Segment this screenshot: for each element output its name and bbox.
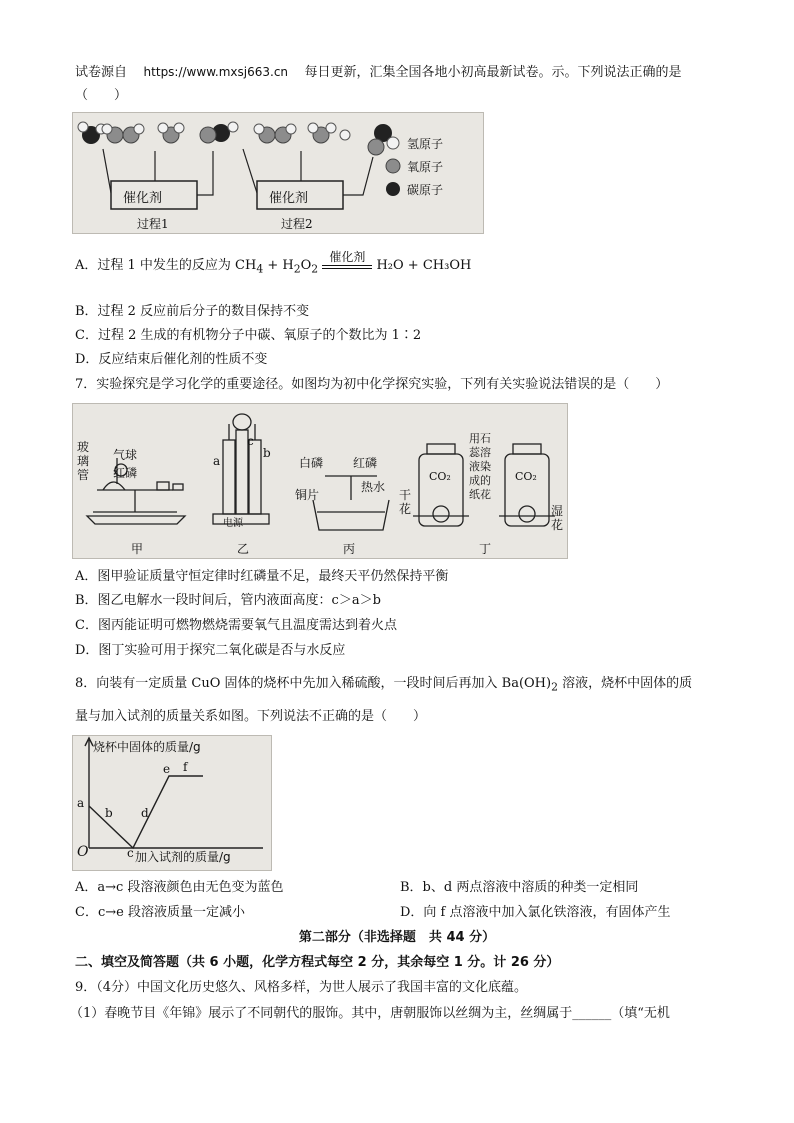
q7-figure — [72, 403, 568, 559]
point-e: e — [163, 762, 171, 776]
caption-ding: 丁 — [479, 542, 492, 556]
q8-stem-line2: 量与加入试剂的质量关系如图。下列说法不正确的是（ ） — [75, 709, 427, 724]
caption-jia: 甲 — [131, 542, 144, 556]
q8-stem-line1: 8．向装有一定质量 CuO 固体的烧杯中先加入稀硫酸，一段时间后再加入 $Ba(OH)_2$ 溶液，烧杯中固体的质 — [75, 676, 693, 694]
label-balloon: 气球 — [113, 448, 138, 462]
point-c: c — [127, 846, 134, 860]
legend-oxygen-icon — [386, 159, 400, 173]
label-red-phosphorus-2: 红磷 — [353, 456, 378, 470]
legend-carbon: 碳原子 — [407, 183, 444, 197]
q6-blank: （ ） — [75, 88, 128, 103]
q6-option-a[interactable]: A．过程 1 中发生的反应为 $CH_4 + H_2O_2$ 催化剂 H₂O + CH₃OH — [75, 250, 472, 276]
q7-option-a[interactable]: A．图甲验证质量守恒定律时红磷量不足，最终天平仍然保持平衡 — [75, 569, 449, 584]
q6-option-d[interactable]: D．反应结束后催化剂的性质不变 — [75, 352, 268, 367]
molecules-row — [78, 122, 392, 155]
legend-carbon-icon — [386, 182, 400, 196]
label-copper: 铜片 — [295, 488, 320, 502]
q8-option-a[interactable]: A．a→c 段溶液颜色由无色变为蓝色 — [75, 880, 284, 895]
process-2-label: 过程2 — [281, 217, 313, 231]
legend-oxygen: 氧原子 — [407, 160, 444, 174]
graph-xlabel: 加入试剂的质量/g — [135, 850, 231, 864]
q7-option-d[interactable]: D．图丁实验可用于探究二氧化碳是否与水反应 — [75, 643, 346, 658]
q7-option-b[interactable]: B．图乙电解水一段时间后，管内液面高度：c＞a＞b — [75, 593, 381, 608]
q7-option-c[interactable]: C．图丙能证明可燃物燃烧需要氧气且温度需达到着火点 — [75, 618, 397, 633]
label-b: b — [263, 446, 271, 460]
part2-title: 第二部分（非选择题 共 44 分） — [298, 930, 496, 945]
q8-option-b[interactable]: B．b、d 两点溶液中溶质的种类一定相同 — [400, 880, 639, 895]
label-glass-tube: 玻璃管 — [77, 440, 90, 482]
label-co2-1: CO₂ — [429, 470, 451, 483]
label-a: a — [213, 454, 221, 468]
point-a: a — [77, 796, 85, 810]
label-co2-2: CO₂ — [515, 470, 537, 483]
label-red-phosphorus: 红磷 — [113, 466, 138, 480]
header-notice: 每日更新，汇集全国各地小初高最新试卷。示。下列说法正确的是 — [304, 65, 682, 80]
label-litmus-flower: 用石蕊溶液染成的纸花 — [469, 432, 491, 501]
label-wet-flower: 湿花 — [551, 504, 564, 532]
point-b: b — [105, 806, 113, 820]
legend-hydrogen-icon — [387, 137, 399, 149]
header-line — [75, 62, 682, 83]
graph-origin: O — [77, 844, 89, 860]
label-dry-flower: 干花 — [399, 488, 412, 516]
q9-stem: 9．（4分）中国文化历史悠久、风格多样，为世人展示了我国丰富的文化底蕴。 — [75, 980, 528, 995]
graph-ylabel: 烧杯中固体的质量/g — [93, 740, 201, 754]
q8-graph — [72, 735, 272, 871]
caption-yi: 乙 — [237, 542, 250, 556]
q6-option-b[interactable]: B．过程 2 反应前后分子的数目保持不变 — [75, 304, 310, 319]
legend-hydrogen: 氢原子 — [407, 137, 444, 151]
point-f: f — [183, 760, 188, 774]
process-1-label: 过程1 — [137, 217, 169, 231]
q6-option-c[interactable]: C．过程 2 生成的有机物分子中碳、氧原子的个数比为 1∶2 — [75, 328, 422, 343]
section-heading: 二、填空及简答题（共 6 小题，化学方程式每空 2 分，其余每空 1 分。计 26 分） — [75, 955, 560, 970]
q8-option-c[interactable]: C．c→e 段溶液质量一定减小 — [75, 905, 245, 920]
q7-stem: 7．实验探究是学习化学的重要途径。如图均为初中化学探究实验，下列有关实验说法错误的是（ ） — [75, 377, 669, 392]
catalyst-label-2: 催化剂 — [269, 191, 309, 206]
caption-bing: 丙 — [343, 542, 356, 556]
reaction-condition: 催化剂 — [322, 263, 372, 269]
source-url[interactable]: https://www.mxsj663.cn — [143, 65, 289, 79]
catalyst-label-1: 催化剂 — [123, 191, 163, 206]
label-power: 电源 — [223, 518, 243, 529]
q9-part1: （1）春晚节目《年锦》展示了不同朝代的服饰。其中，唐朝服饰以丝绸为主，丝绸属于______（填“无机 — [70, 1006, 670, 1021]
point-d: d — [141, 806, 149, 820]
label-c: c — [247, 434, 254, 448]
source-label: 试卷源自 — [75, 65, 128, 80]
label-hot-water: 热水 — [361, 480, 386, 494]
q8-option-d[interactable]: D．向 f 点溶液中加入氯化铁溶液，有固体产生 — [400, 905, 671, 920]
label-white-phosphorus: 白磷 — [299, 456, 324, 470]
q6-figure — [72, 112, 484, 234]
